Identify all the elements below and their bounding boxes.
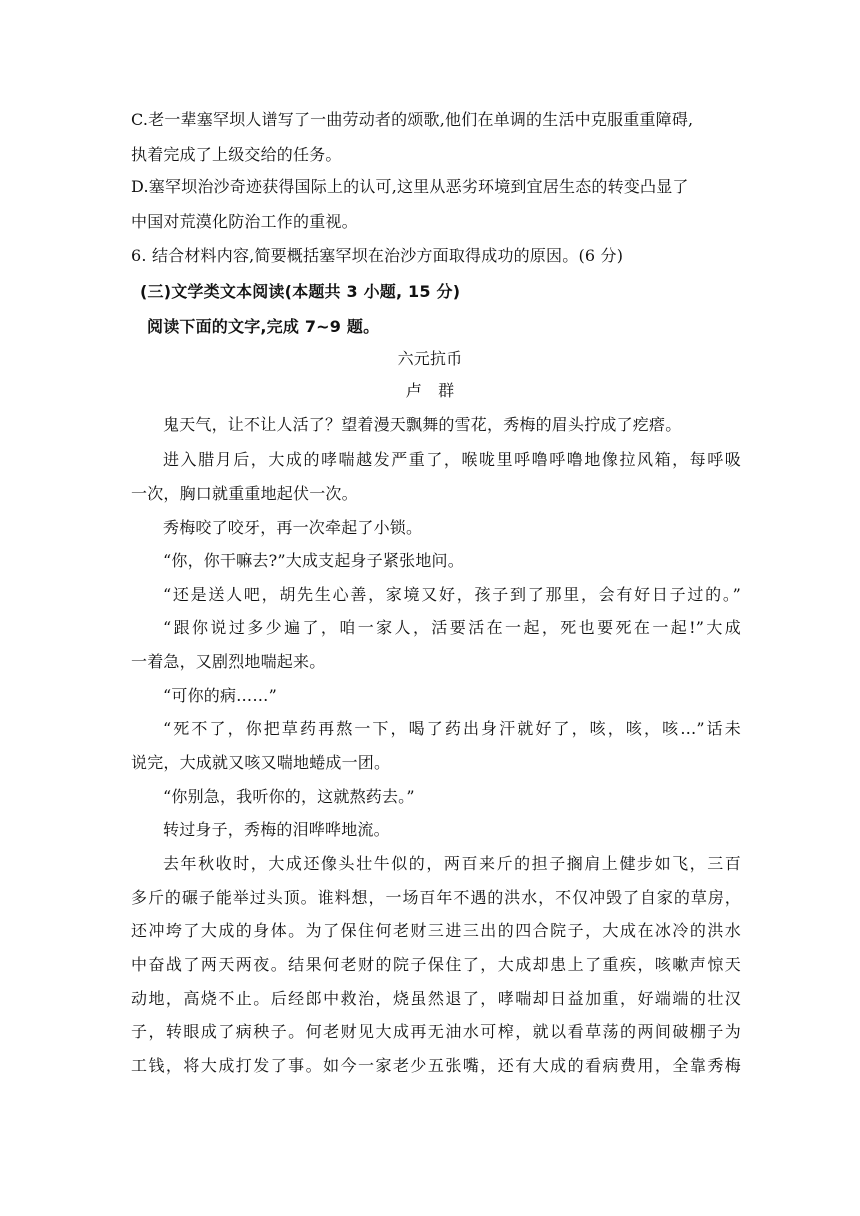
story-author: 卢 群 — [405, 381, 455, 400]
question-6: 6. 结合材料内容,简要概括塞罕坝在治沙方面取得成功的原因。(6 分) — [131, 246, 624, 265]
story-paragraph-line: “死不了，你把草药再熬一下，喝了药出身汗就好了，咳，咳，咳…”话未 — [163, 719, 741, 738]
story-paragraph-line: 秀梅咬了咬牙，再一次牵起了小锁。 — [163, 518, 423, 537]
story-paragraph-line: 还冲垮了大成的身体。为了保住何老财三进三出的四合院子，大成在冰冷的洪水 — [131, 921, 741, 940]
story-paragraph-line: 一着急，又剧烈地喘起来。 — [131, 652, 326, 671]
option-c-line-1: C.老一辈塞罕坝人谱写了一曲劳动者的颂歌,他们在单调的生活中克服重重障碍, — [131, 110, 694, 129]
story-paragraph-line: 子，转眼成了病秧子。何老财见大成再无油水可榨，就以看草荡的两间破棚子为 — [131, 1022, 741, 1041]
story-paragraph-line: 进入腊月后，大成的哮喘越发严重了，喉咙里呼噜呼噜地像拉风箱，每呼吸 — [163, 450, 741, 469]
option-d-line-1: D.塞罕坝治沙奇迹获得国际上的认可,这里从恶劣环境到宜居生态的转变凸显了 — [131, 177, 689, 196]
story-paragraph-line: 动地，高烧不止。后经郎中救治，烧虽然退了，哮喘却日益加重，好端端的壮汉 — [131, 989, 741, 1008]
story-paragraph-line: 一次，胸口就重重地起伏一次。 — [131, 484, 358, 503]
story-paragraph-line: “还是送人吧，胡先生心善，家境又好，孩子到了那里，会有好日子过的。” — [163, 585, 741, 604]
story-paragraph-line: 多斤的碾子能举过头顶。谁料想，一场百年不遇的洪水，不仅冲毁了自家的草房， — [131, 888, 741, 907]
option-d-line-2: 中国对荒漠化防治工作的重视。 — [131, 212, 358, 231]
option-c-line-2: 执着完成了上级交给的任务。 — [131, 145, 342, 164]
story-paragraph-line: “跟你说过多少遍了，咱一家人，活要活在一起，死也要死在一起!”大成 — [163, 618, 741, 637]
story-paragraph-line: 去年秋收时，大成还像头壮牛似的，两百来斤的担子搁肩上健步如飞，三百 — [163, 854, 741, 873]
section-heading: (三)文学类文本阅读(本题共 3 小题, 15 分) — [140, 282, 461, 301]
story-paragraph-line: “可你的病……” — [163, 686, 277, 705]
story-paragraph-line: 鬼天气，让不让人活了？望着漫天飘舞的雪花，秀梅的眉头拧成了疙瘩。 — [163, 415, 682, 434]
reading-instruction: 阅读下面的文字,完成 7~9 题。 — [147, 317, 380, 336]
story-paragraph-line: “你，你干嘛去?”大成支起身子紧张地问。 — [163, 551, 464, 570]
story-paragraph-line: 转过身子，秀梅的泪哗哗地流。 — [163, 820, 390, 839]
story-paragraph-line: 说完，大成就又咳又喘地蜷成一团。 — [131, 753, 391, 772]
story-paragraph-line: “你别急，我听你的，这就熬药去。” — [163, 787, 415, 806]
story-paragraph-line: 中奋战了两天两夜。结果何老财的院子保住了，大成却患上了重疾，咳嗽声惊天 — [131, 955, 741, 974]
story-paragraph-line: 工钱，将大成打发了事。如今一家老少五张嘴，还有大成的看病费用，全靠秀梅 — [131, 1056, 741, 1075]
story-title: 六元抗币 — [397, 349, 463, 368]
